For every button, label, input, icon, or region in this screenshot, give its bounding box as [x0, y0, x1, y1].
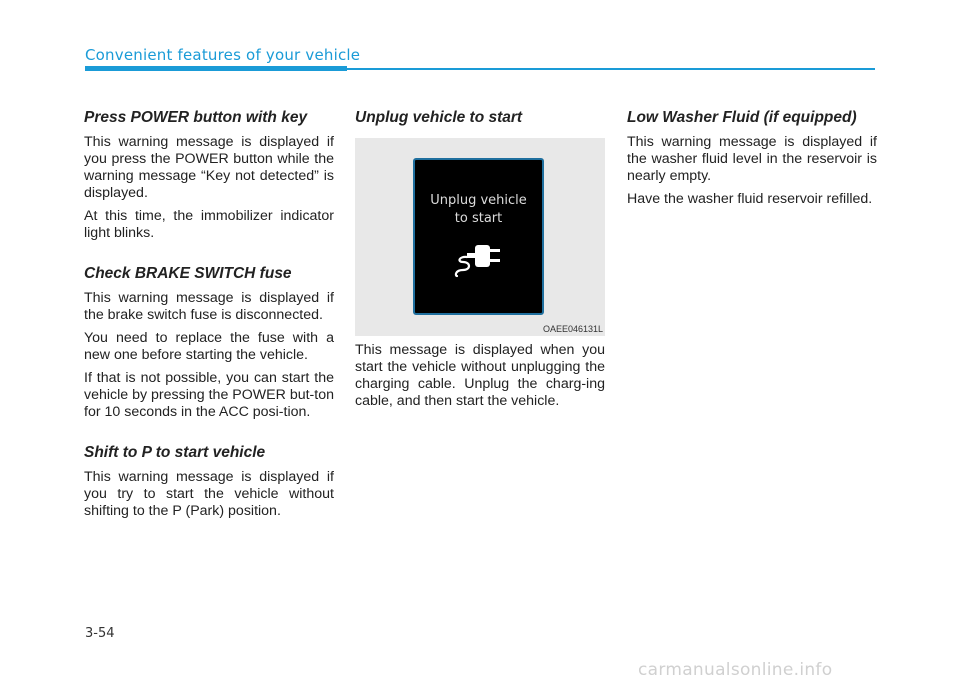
watermark: carmanualsonline.info — [638, 660, 833, 680]
paragraph: Have the washer fluid reservoir refilled. — [627, 191, 873, 207]
column-1 — [84, 108, 334, 526]
paragraph: You need to replace the fuse with a new one before starting the vehicle. — [84, 330, 334, 363]
spacer — [84, 248, 334, 264]
cluster-display-figure — [355, 138, 605, 336]
figure-code: OAEE046131L — [542, 324, 603, 334]
header-bar-thin — [347, 68, 875, 70]
paragraph: This message is displayed when you start the vehicle without unplugging the charging cable. Unplug the charg-ing cable, and then start the vehicle. — [355, 342, 605, 409]
column-2 — [355, 108, 605, 416]
paragraph: This warning message is displayed if the brake switch fuse is disconnected. — [84, 290, 334, 323]
section-heading-brake-switch: Check BRAKE SWITCH fuse — [84, 265, 292, 282]
paragraph: If that is not possible, you can start the vehicle by pressing the POWER but-ton for 10 seconds in the ACC posi-tion. — [84, 370, 334, 420]
after-figure — [355, 342, 605, 410]
paragraph: At this time, the immobilizer indicator light blinks. — [84, 208, 334, 241]
cluster-screen — [413, 158, 544, 315]
screen-message-line1: Unplug vehicle — [430, 193, 527, 208]
spacer — [84, 427, 334, 443]
section-heading-unplug-vehicle: Unplug vehicle to start — [355, 109, 523, 126]
paragraph: This warning message is displayed if you try to start the vehicle without shifting to the P (Park) position. — [84, 469, 334, 519]
page-number: 3-54 — [85, 626, 115, 641]
column-3 — [627, 108, 877, 214]
screen-message-line2: to start — [454, 211, 503, 226]
section-heading-power-button: Press POWER button with key — [84, 109, 308, 126]
paragraph: This warning message is displayed if you press the POWER button while the warning message “Key not detected” is displayed. — [84, 134, 334, 201]
paragraph: This warning message is displayed if the washer fluid level in the reservoir is nearly empty. — [627, 134, 877, 184]
section-heading-low-washer-fluid: Low Washer Fluid (if equipped) — [627, 109, 857, 126]
header-bar-thick — [85, 66, 347, 71]
plug-icon — [453, 240, 508, 280]
section-heading-shift-to-p: Shift to P to start vehicle — [84, 444, 266, 461]
header-title: Convenient features of your vehicle — [85, 46, 361, 64]
